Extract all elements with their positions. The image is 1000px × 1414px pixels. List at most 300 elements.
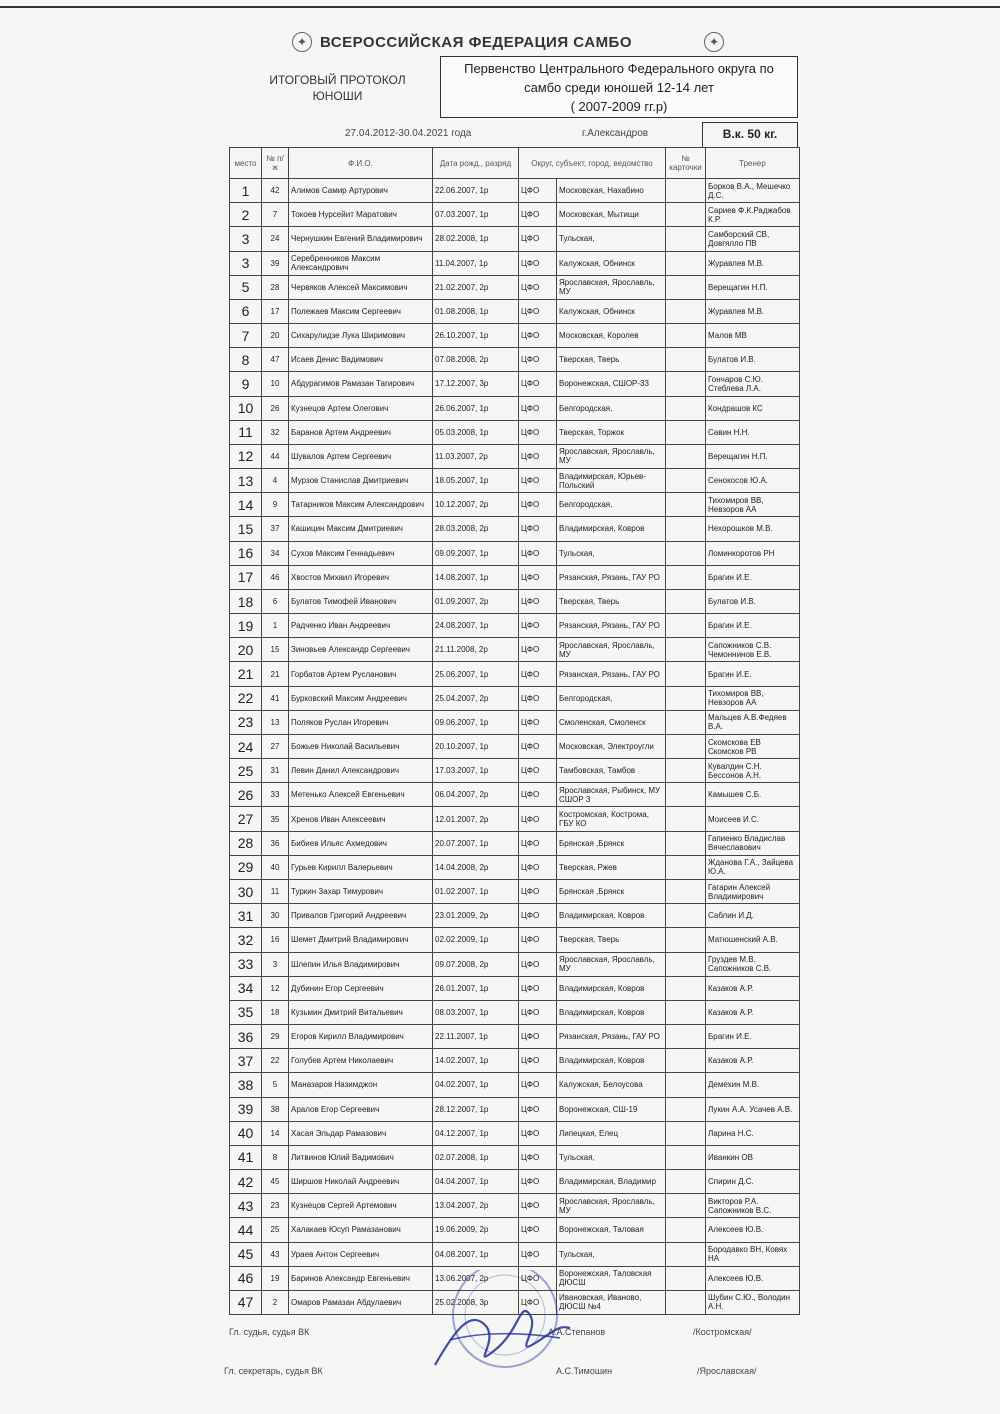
table-row bbox=[230, 928, 800, 952]
table-row bbox=[230, 807, 800, 831]
cell-place: 11 bbox=[230, 420, 262, 444]
cell-number: 1 bbox=[262, 614, 289, 638]
cell-coach: Брагин И.Е. bbox=[706, 662, 800, 686]
cell-dob: 24.08.2007, 1р bbox=[433, 614, 519, 638]
cell-district: ЦФО bbox=[519, 1097, 557, 1121]
table-row bbox=[230, 179, 800, 203]
chief-judge-name: А.А.Степанов bbox=[548, 1327, 606, 1337]
cell-region: Владимирская, Ковров bbox=[557, 1049, 666, 1073]
cell-district: ЦФО bbox=[519, 904, 557, 928]
cell-region: Костромская, Кострома, ГБУ КО bbox=[557, 807, 666, 831]
results-table-body bbox=[230, 179, 800, 1315]
cell-region: Рязанская, Рязань, ГАУ РО bbox=[557, 1025, 666, 1049]
cell-card bbox=[666, 517, 706, 541]
cell-district: ЦФО bbox=[519, 1266, 557, 1290]
cell-coach: Бородавко ВН, Ковях НА bbox=[706, 1242, 800, 1266]
cell-coach: Сариев Ф.К.Раджабов К.Р. bbox=[706, 203, 800, 227]
cell-card bbox=[666, 662, 706, 686]
cell-place: 35 bbox=[230, 1000, 262, 1024]
cell-number: 5 bbox=[262, 1073, 289, 1097]
cell-coach: Ломинкоротов РН bbox=[706, 541, 800, 565]
cell-dob: 28.03.2008, 2р bbox=[433, 517, 519, 541]
table-row bbox=[230, 783, 800, 807]
cell-name: Мурзов Станислав Дмитриевич bbox=[289, 469, 433, 493]
cell-place: 27 bbox=[230, 807, 262, 831]
table-row bbox=[230, 589, 800, 613]
table-row bbox=[230, 275, 800, 299]
event-title-box bbox=[440, 56, 798, 118]
cell-card bbox=[666, 952, 706, 976]
cell-name: Исаев Денис Вадимович bbox=[289, 348, 433, 372]
cell-number: 13 bbox=[262, 710, 289, 734]
table-row bbox=[230, 1073, 800, 1097]
cell-name: Токоев Нурсейит Маратович bbox=[289, 203, 433, 227]
cell-card bbox=[666, 759, 706, 783]
cell-district: ЦФО bbox=[519, 396, 557, 420]
cell-place: 46 bbox=[230, 1266, 262, 1290]
cell-number: 17 bbox=[262, 299, 289, 323]
cell-region: Тульская, bbox=[557, 227, 666, 251]
cell-card bbox=[666, 614, 706, 638]
cell-number: 46 bbox=[262, 565, 289, 589]
top-border-line bbox=[0, 6, 1000, 8]
cell-coach: Журавлев М.В. bbox=[706, 299, 800, 323]
cell-region: Липецкая, Елец bbox=[557, 1121, 666, 1145]
cell-dob: 14.04.2008, 2р bbox=[433, 855, 519, 879]
table-row bbox=[230, 203, 800, 227]
cell-card bbox=[666, 879, 706, 903]
cell-dob: 09.06.2007, 1р bbox=[433, 710, 519, 734]
cell-number: 9 bbox=[262, 493, 289, 517]
cell-region: Московская, Электроугли bbox=[557, 734, 666, 758]
cell-number: 38 bbox=[262, 1097, 289, 1121]
cell-name: Привалов Григорий Андреевич bbox=[289, 904, 433, 928]
cell-district: ЦФО bbox=[519, 275, 557, 299]
cell-district: ЦФО bbox=[519, 879, 557, 903]
cell-card bbox=[666, 493, 706, 517]
cell-coach: Скомскова ЕВ Скомсков РВ bbox=[706, 734, 800, 758]
table-row bbox=[230, 734, 800, 758]
cell-card bbox=[666, 565, 706, 589]
cell-coach: Булатов И.В. bbox=[706, 589, 800, 613]
cell-dob: 25.06.2007, 1р bbox=[433, 662, 519, 686]
cell-place: 9 bbox=[230, 372, 262, 396]
cell-number: 47 bbox=[262, 348, 289, 372]
cell-number: 44 bbox=[262, 444, 289, 468]
cell-place: 24 bbox=[230, 734, 262, 758]
cell-district: ЦФО bbox=[519, 710, 557, 734]
cell-number: 43 bbox=[262, 1242, 289, 1266]
cell-card bbox=[666, 396, 706, 420]
cell-dob: 09.09.2007, 1р bbox=[433, 541, 519, 565]
cell-coach: Булатов И.В. bbox=[706, 348, 800, 372]
cell-card bbox=[666, 372, 706, 396]
cell-name: Поляков Руслан Игоревич bbox=[289, 710, 433, 734]
table-row bbox=[230, 1097, 800, 1121]
cell-coach: Кувалдин С.Н. Бессонов А.Н. bbox=[706, 759, 800, 783]
cell-number: 35 bbox=[262, 807, 289, 831]
table-row bbox=[230, 614, 800, 638]
table-row bbox=[230, 638, 800, 662]
cell-number: 16 bbox=[262, 928, 289, 952]
cell-district: ЦФО bbox=[519, 759, 557, 783]
cell-coach: Тихомиров ВВ, Невзоров АА bbox=[706, 686, 800, 710]
cell-dob: 12.01.2007, 2р bbox=[433, 807, 519, 831]
cell-place: 44 bbox=[230, 1218, 262, 1242]
cell-region: Тверская, Тверь bbox=[557, 589, 666, 613]
cell-name: Серебренников Максим Александрович bbox=[289, 251, 433, 275]
cell-name: Шемет Дмитрий Владимирович bbox=[289, 928, 433, 952]
cell-name: Татарников Максим Александрович bbox=[289, 493, 433, 517]
cell-number: 40 bbox=[262, 855, 289, 879]
table-row bbox=[230, 517, 800, 541]
cell-coach: Гагарин Алексей Владимирович bbox=[706, 879, 800, 903]
cell-dob: 06.04.2007, 2р bbox=[433, 783, 519, 807]
cell-name: Сухов Максим Геннадьевич bbox=[289, 541, 433, 565]
cell-coach: Верещагин Н.П. bbox=[706, 444, 800, 468]
cell-number: 12 bbox=[262, 976, 289, 1000]
cell-dob: 21.02.2007, 2р bbox=[433, 275, 519, 299]
table-row bbox=[230, 759, 800, 783]
cell-region: Ярославская, Ярославль, МУ bbox=[557, 444, 666, 468]
cell-number: 20 bbox=[262, 324, 289, 348]
cell-dob: 22.11.2007, 1р bbox=[433, 1025, 519, 1049]
cell-number: 4 bbox=[262, 469, 289, 493]
cell-name: Булатов Тимофей Иванович bbox=[289, 589, 433, 613]
cell-card bbox=[666, 1073, 706, 1097]
cell-district: ЦФО bbox=[519, 662, 557, 686]
cell-region: Владимирская, Юрьев-Польский bbox=[557, 469, 666, 493]
cell-dob: 26.10.2007, 1р bbox=[433, 324, 519, 348]
table-row bbox=[230, 565, 800, 589]
table-row bbox=[230, 831, 800, 855]
cell-coach: Иванкин ОВ bbox=[706, 1145, 800, 1169]
cell-coach: Самборский СВ, Довгялло ПВ bbox=[706, 227, 800, 251]
cell-district: ЦФО bbox=[519, 1218, 557, 1242]
cell-coach: Мальцев А.В.Федяев В.А. bbox=[706, 710, 800, 734]
cell-dob: 14.02.2007, 1р bbox=[433, 1049, 519, 1073]
cell-place: 22 bbox=[230, 686, 262, 710]
cell-card bbox=[666, 1025, 706, 1049]
cell-number: 7 bbox=[262, 203, 289, 227]
cell-region: Тверская, Торжок bbox=[557, 420, 666, 444]
cell-coach: Сапожников С.В. Чемоннинов Е.В. bbox=[706, 638, 800, 662]
cell-name: Гурьев Кирилл Валерьевич bbox=[289, 855, 433, 879]
cell-region: Владимирская, Владимир bbox=[557, 1170, 666, 1194]
cell-number: 39 bbox=[262, 251, 289, 275]
table-row bbox=[230, 227, 800, 251]
cell-number: 8 bbox=[262, 1145, 289, 1169]
col-num-header: № п/ж bbox=[262, 148, 289, 179]
col-dob-header: Дата рожд., разряд bbox=[433, 148, 519, 179]
cell-number: 31 bbox=[262, 759, 289, 783]
cell-number: 2 bbox=[262, 1290, 289, 1314]
cell-dob: 19.06.2009, 2р bbox=[433, 1218, 519, 1242]
cell-name: Кузнецов Сергей Артемович bbox=[289, 1194, 433, 1218]
col-region-header: Округ, субъект, город, ведомство bbox=[519, 148, 666, 179]
table-row bbox=[230, 1218, 800, 1242]
cell-card bbox=[666, 1097, 706, 1121]
cell-district: ЦФО bbox=[519, 1170, 557, 1194]
table-row bbox=[230, 251, 800, 275]
cell-number: 30 bbox=[262, 904, 289, 928]
cell-dob: 02.02.2009, 1р bbox=[433, 928, 519, 952]
cell-district: ЦФО bbox=[519, 1242, 557, 1266]
cell-card bbox=[666, 1121, 706, 1145]
cell-region: Владимирская, Ковров bbox=[557, 517, 666, 541]
cell-card bbox=[666, 541, 706, 565]
cell-district: ЦФО bbox=[519, 1073, 557, 1097]
cell-region: Белгородская, bbox=[557, 686, 666, 710]
cell-district: ЦФО bbox=[519, 976, 557, 1000]
federation-title: ВСЕРОССИЙСКАЯ ФЕДЕРАЦИЯ САМБО bbox=[320, 34, 633, 51]
cell-dob: 09.07.2008, 2р bbox=[433, 952, 519, 976]
cell-coach: Алексеев Ю.В. bbox=[706, 1218, 800, 1242]
cell-region: Белгородская, bbox=[557, 493, 666, 517]
cell-district: ЦФО bbox=[519, 541, 557, 565]
cell-coach: Савин Н.Н. bbox=[706, 420, 800, 444]
cell-place: 31 bbox=[230, 904, 262, 928]
cell-region: Московская, Мытищи bbox=[557, 203, 666, 227]
cell-region: Воронежская, Таловская ДЮСШ bbox=[557, 1266, 666, 1290]
cell-dob: 01.08.2008, 1р bbox=[433, 299, 519, 323]
cell-region: Калужская, Обнинск bbox=[557, 251, 666, 275]
cell-name: Баринов Александр Евгеньевич bbox=[289, 1266, 433, 1290]
cell-place: 40 bbox=[230, 1121, 262, 1145]
cell-card bbox=[666, 904, 706, 928]
cell-region: Тульская, bbox=[557, 1145, 666, 1169]
cell-card bbox=[666, 444, 706, 468]
cell-coach: Нехорошков М.В. bbox=[706, 517, 800, 541]
cell-place: 33 bbox=[230, 952, 262, 976]
col-name-header: Ф.И.О. bbox=[289, 148, 433, 179]
cell-dob: 20.07.2007, 1р bbox=[433, 831, 519, 855]
cell-district: ЦФО bbox=[519, 734, 557, 758]
cell-dob: 13.04.2007, 2р bbox=[433, 1194, 519, 1218]
cell-region: Ивановская, Иваново, ДЮСШ №4 bbox=[557, 1290, 666, 1314]
cell-card bbox=[666, 1218, 706, 1242]
cell-dob: 11.04.2007, 1р bbox=[433, 251, 519, 275]
cell-name: Кузнецов Артем Олегович bbox=[289, 396, 433, 420]
cell-dob: 13.06.2007, 2р bbox=[433, 1266, 519, 1290]
cell-coach: Верещагин Н.П. bbox=[706, 275, 800, 299]
cell-district: ЦФО bbox=[519, 251, 557, 275]
cell-region: Владимирская, Ковров bbox=[557, 1000, 666, 1024]
cell-dob: 04.08.2007, 1р bbox=[433, 1242, 519, 1266]
cell-card bbox=[666, 710, 706, 734]
cell-place: 26 bbox=[230, 783, 262, 807]
cell-card bbox=[666, 299, 706, 323]
table-row bbox=[230, 1194, 800, 1218]
cell-district: ЦФО bbox=[519, 1121, 557, 1145]
cell-card bbox=[666, 179, 706, 203]
federation-emblem-right-icon: ✦ bbox=[704, 32, 724, 52]
cell-region: Калужская, Обнинск bbox=[557, 299, 666, 323]
cell-number: 36 bbox=[262, 831, 289, 855]
cell-region: Воронежская, СШОР-33 bbox=[557, 372, 666, 396]
cell-district: ЦФО bbox=[519, 324, 557, 348]
cell-district: ЦФО bbox=[519, 589, 557, 613]
cell-number: 10 bbox=[262, 372, 289, 396]
cell-name: Дубинин Егор Сергеевич bbox=[289, 976, 433, 1000]
cell-number: 26 bbox=[262, 396, 289, 420]
cell-region: Ярославская, Рыбинск, МУ СШОР 3 bbox=[557, 783, 666, 807]
cell-district: ЦФО bbox=[519, 1025, 557, 1049]
cell-region: Брянская ,Брянск bbox=[557, 879, 666, 903]
secretary-label: Гл. секретарь, судья ВК bbox=[224, 1366, 323, 1376]
cell-place: 41 bbox=[230, 1145, 262, 1169]
cell-name: Божьев Николай Васильевич bbox=[289, 734, 433, 758]
cell-coach: Демехин М.В. bbox=[706, 1073, 800, 1097]
cell-name: Бибиев Ильяс Ахмедович bbox=[289, 831, 433, 855]
cell-number: 19 bbox=[262, 1266, 289, 1290]
cell-district: ЦФО bbox=[519, 1049, 557, 1073]
cell-coach: Гончаров С.Ю. Стеблева Л.А. bbox=[706, 372, 800, 396]
cell-name: Полежаев Максим Сергеевич bbox=[289, 299, 433, 323]
cell-card bbox=[666, 203, 706, 227]
cell-coach: Камышев С.Б. bbox=[706, 783, 800, 807]
cell-number: 41 bbox=[262, 686, 289, 710]
table-row bbox=[230, 324, 800, 348]
cell-coach: Тихомиров ВВ, Невзоров АА bbox=[706, 493, 800, 517]
cell-card bbox=[666, 1170, 706, 1194]
cell-dob: 25.02.2008, 3р bbox=[433, 1290, 519, 1314]
cell-name: Маназаров Назимджон bbox=[289, 1073, 433, 1097]
cell-place: 2 bbox=[230, 203, 262, 227]
cell-card bbox=[666, 855, 706, 879]
cell-number: 15 bbox=[262, 638, 289, 662]
cell-dob: 08.03.2007, 1р bbox=[433, 1000, 519, 1024]
cell-region: Смоленская, Смоленск bbox=[557, 710, 666, 734]
cell-coach: Ларина Н.С. bbox=[706, 1121, 800, 1145]
cell-region: Белгородская, bbox=[557, 396, 666, 420]
cell-place: 17 bbox=[230, 565, 262, 589]
cell-coach: Казаков А.Р. bbox=[706, 1000, 800, 1024]
cell-name: Шувалов Артем Сергеевич bbox=[289, 444, 433, 468]
cell-place: 23 bbox=[230, 710, 262, 734]
cell-region: Ярославская, Ярославль, МУ bbox=[557, 638, 666, 662]
cell-place: 47 bbox=[230, 1290, 262, 1314]
cell-region: Тульская, bbox=[557, 1242, 666, 1266]
cell-name: Ширшов Николай Андреевич bbox=[289, 1170, 433, 1194]
cell-place: 1 bbox=[230, 179, 262, 203]
protocol-title-line: ИТОГОВЫЙ ПРОТОКОЛ bbox=[269, 73, 406, 87]
chief-judge-region: /Костромская/ bbox=[693, 1327, 752, 1337]
cell-district: ЦФО bbox=[519, 686, 557, 710]
table-row bbox=[230, 1242, 800, 1266]
weight-category: В.к. 50 кг. bbox=[702, 122, 798, 148]
cell-place: 20 bbox=[230, 638, 262, 662]
cell-dob: 28.12.2007, 1р bbox=[433, 1097, 519, 1121]
cell-region: Московская, Нахабино bbox=[557, 179, 666, 203]
cell-card bbox=[666, 686, 706, 710]
cell-number: 21 bbox=[262, 662, 289, 686]
cell-number: 18 bbox=[262, 1000, 289, 1024]
table-row bbox=[230, 372, 800, 396]
cell-district: ЦФО bbox=[519, 420, 557, 444]
cell-coach: Борков В.А., Мешечко Д.С. bbox=[706, 179, 800, 203]
cell-name: Хренов Иван Алексеевич bbox=[289, 807, 433, 831]
cell-district: ЦФО bbox=[519, 1290, 557, 1314]
cell-number: 28 bbox=[262, 275, 289, 299]
cell-card bbox=[666, 324, 706, 348]
cell-district: ЦФО bbox=[519, 517, 557, 541]
cell-dob: 04.12.2007, 1р bbox=[433, 1121, 519, 1145]
table-row bbox=[230, 420, 800, 444]
cell-number: 23 bbox=[262, 1194, 289, 1218]
cell-district: ЦФО bbox=[519, 493, 557, 517]
cell-card bbox=[666, 831, 706, 855]
cell-place: 38 bbox=[230, 1073, 262, 1097]
cell-region: Калужская, Белоусова bbox=[557, 1073, 666, 1097]
cell-district: ЦФО bbox=[519, 348, 557, 372]
cell-card bbox=[666, 807, 706, 831]
cell-place: 5 bbox=[230, 275, 262, 299]
table-row bbox=[230, 1000, 800, 1024]
cell-coach: Жданова Г.А., Зайцева Ю.А. bbox=[706, 855, 800, 879]
cell-dob: 18.05.2007, 1р bbox=[433, 469, 519, 493]
cell-coach: Брагин И.Е. bbox=[706, 565, 800, 589]
federation-emblem-left-icon: ✦ bbox=[292, 32, 312, 52]
col-coach-header: Тренер bbox=[706, 148, 800, 179]
cell-card bbox=[666, 251, 706, 275]
cell-place: 13 bbox=[230, 469, 262, 493]
cell-region: Московская, Королев bbox=[557, 324, 666, 348]
cell-district: ЦФО bbox=[519, 783, 557, 807]
cell-district: ЦФО bbox=[519, 638, 557, 662]
cell-coach: Шубин С.Ю., Володин А.Н. bbox=[706, 1290, 800, 1314]
cell-card bbox=[666, 928, 706, 952]
cell-card bbox=[666, 1290, 706, 1314]
cell-place: 30 bbox=[230, 879, 262, 903]
cell-place: 45 bbox=[230, 1242, 262, 1266]
cell-card bbox=[666, 1145, 706, 1169]
cell-coach: Брагин И.Е. bbox=[706, 614, 800, 638]
table-row bbox=[230, 1121, 800, 1145]
cell-dob: 01.09.2007, 2р bbox=[433, 589, 519, 613]
cell-name: Горбатов Артем Русланович bbox=[289, 662, 433, 686]
cell-card bbox=[666, 783, 706, 807]
cell-number: 32 bbox=[262, 420, 289, 444]
cell-name: Голубев Артем Николаевич bbox=[289, 1049, 433, 1073]
col-place-header: место bbox=[230, 148, 262, 179]
cell-name: Кузьмин Дмитрий Витальевич bbox=[289, 1000, 433, 1024]
cell-region: Рязанская, Рязань, ГАУ РО bbox=[557, 662, 666, 686]
cell-card bbox=[666, 348, 706, 372]
cell-name: Абдурагимов Рамазан Тагирович bbox=[289, 372, 433, 396]
cell-coach: Алексеев Ю.В. bbox=[706, 1266, 800, 1290]
event-title-line2: самбо среди юношей 12-14 лет bbox=[524, 80, 714, 95]
chief-judge-label: Гл. судья, судья ВК bbox=[229, 1327, 310, 1337]
cell-coach: Казаков А.Р. bbox=[706, 976, 800, 1000]
cell-number: 6 bbox=[262, 589, 289, 613]
cell-name: Егоров Кирилл Владимирович bbox=[289, 1025, 433, 1049]
cell-coach: Журавлев М.В. bbox=[706, 251, 800, 275]
cell-district: ЦФО bbox=[519, 179, 557, 203]
cell-name: Хасая Эльдар Рамазович bbox=[289, 1121, 433, 1145]
cell-district: ЦФО bbox=[519, 1145, 557, 1169]
cell-region: Воронежская, СШ-19 bbox=[557, 1097, 666, 1121]
protocol-category: ЮНОШИ bbox=[312, 89, 363, 103]
cell-region: Брянская ,Брянск bbox=[557, 831, 666, 855]
cell-coach: Гапиенко Владислав Вячеславович bbox=[706, 831, 800, 855]
cell-name: Хвостов Михаил Игоревич bbox=[289, 565, 433, 589]
cell-district: ЦФО bbox=[519, 227, 557, 251]
cell-coach: Груздев М.В. Сапожников С.В. bbox=[706, 952, 800, 976]
cell-card bbox=[666, 1194, 706, 1218]
cell-card bbox=[666, 227, 706, 251]
cell-card bbox=[666, 589, 706, 613]
